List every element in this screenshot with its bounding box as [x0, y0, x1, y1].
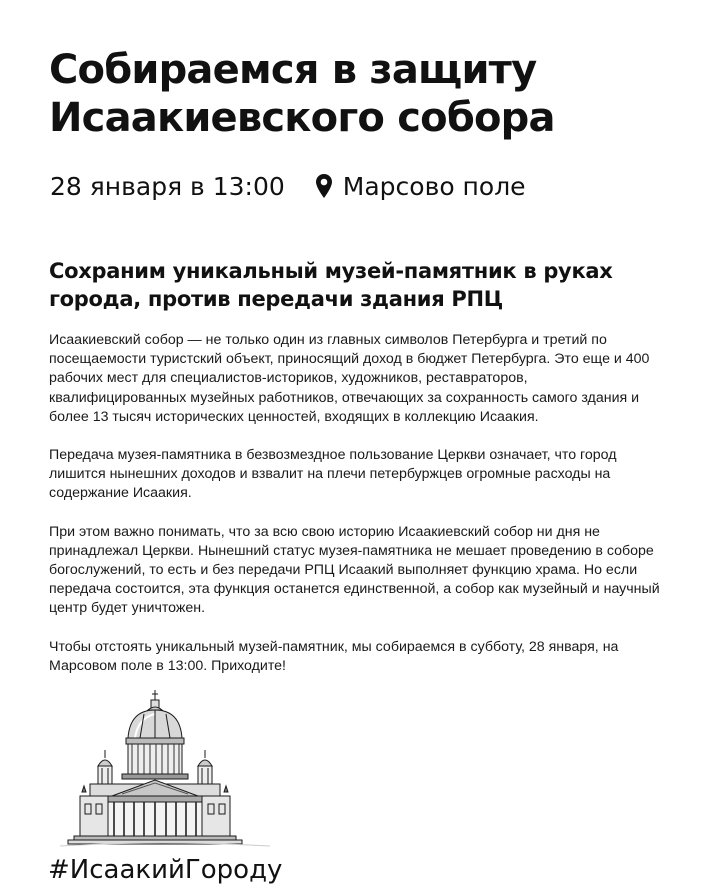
cathedral-illustration — [60, 688, 270, 848]
event-meta — [50, 168, 526, 204]
event-date-time: 28 января в 13:00 — [50, 171, 285, 201]
paragraph-1: Исаакиевский собор — не только один из главных символов Петербурга и третий по посещаемости туристский объект, приносящий доход в бюджет Петербурга. Это еще и 400 рабочих мест для специалистов-историков, художников, реставраторов, квалифицированных музейных работников, отвечающих за сохранность самого здания и более 13 тысяч исторических ценностей, входящих в коллекцию Исаакия. — [49, 332, 650, 425]
event-location: Марсово поле — [342, 171, 526, 201]
paragraph-4: Чтобы отстоять уникальный музей-памятник, мы собираемся в субботу, 28 января, на Марсовом поле в 13:00. Приходите! — [49, 638, 619, 674]
body-text — [49, 331, 664, 695]
section-subtitle: Сохраним уникальный музей-памятник в руках города, против передачи здания РПЦ — [49, 259, 613, 311]
map-pin-icon — [315, 173, 333, 199]
paragraph-2: Передача музея-памятника в безвозмездное пользование Церкви означает, что город лишится нынешних доходов и взвалит на плечи петербуржцев огромные расходы на содержание Исаакия. — [49, 447, 617, 502]
page-title: Собираемся в защиту Исаакиевского собора — [49, 47, 555, 141]
hashtag: #ИсаакийГороду — [48, 855, 283, 885]
paragraph-3: При этом важно понимать, что за всю свою историю Исаакиевский собор ни дня не принадлежал Церкви. Нынешний статус музея-памятника не мешает проведению в соборе богослужений, то есть и без передачи РПЦ Исаакий выполняет функцию храма. Но если передача состоится, эта функция останется единственной, а собор как музейный и научный центр будет уничтожен. — [49, 523, 660, 617]
